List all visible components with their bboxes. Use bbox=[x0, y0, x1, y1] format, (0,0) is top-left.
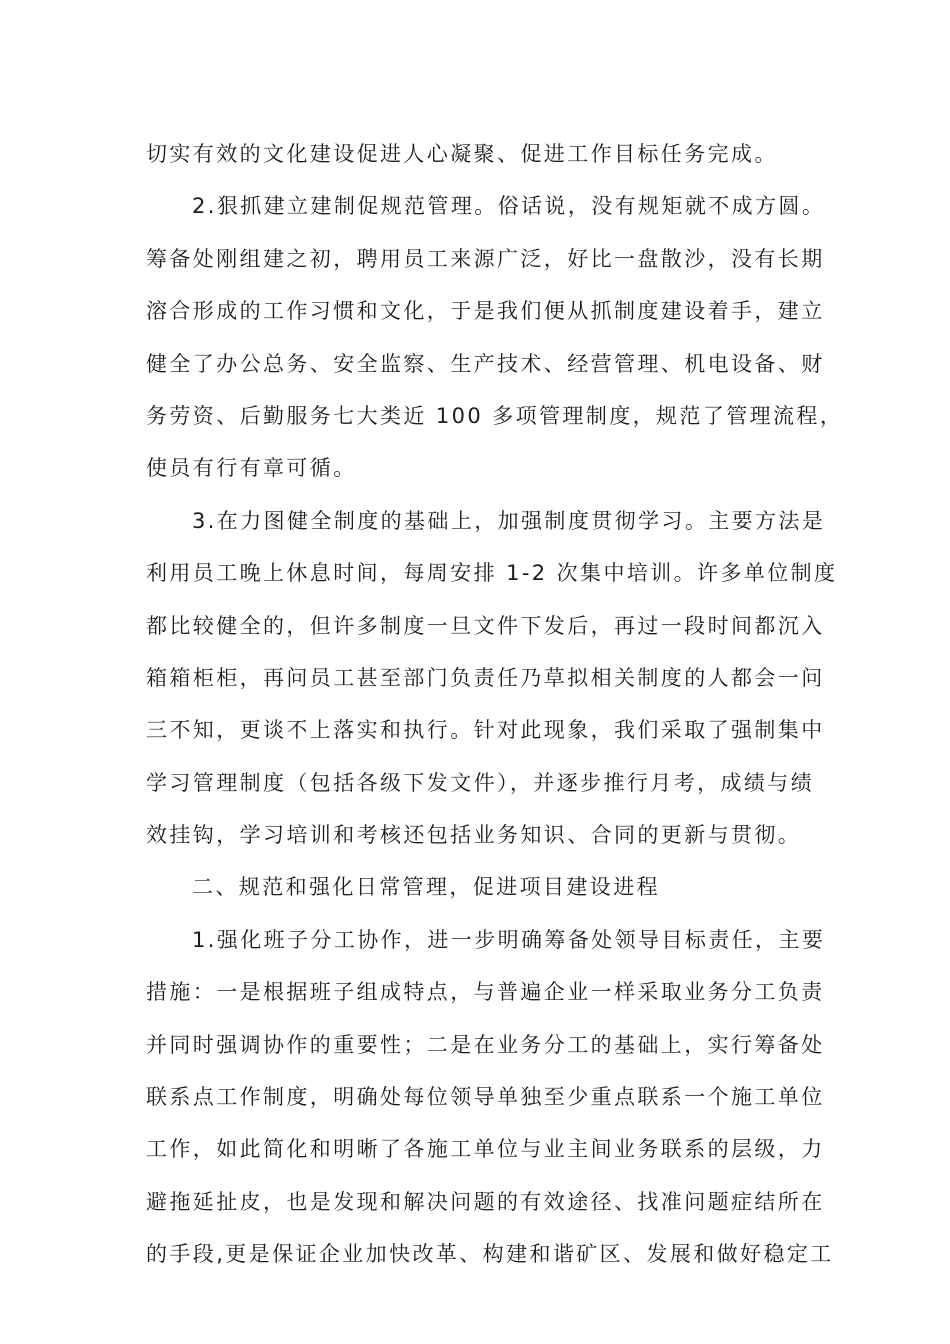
text-line: 工作，如此简化和明晰了各施工单位与业主间业务联系的层级，力 bbox=[146, 1137, 825, 1162]
text-line: 箱箱柜柜，再问员工甚至部门负责任乃草拟相关制度的人都会一问 bbox=[146, 665, 825, 690]
body-text bbox=[146, 128, 844, 1281]
text-line: 健全了办公总务、安全监察、生产技术、经营管理、机电设备、财 bbox=[146, 351, 825, 376]
text-line: 溶合形成的工作习惯和文化，于是我们便从抓制度建设着手，建立 bbox=[146, 299, 825, 324]
paragraph-heading-line: 2.狠抓建立建制促规范管理。俗话说，没有规矩就不成方圆。 bbox=[192, 194, 826, 219]
section-heading: 二、规范和强化日常管理，促进项目建设进程 bbox=[192, 875, 660, 900]
text-line: 都比较健全的，但许多制度一旦文件下发后，再过一段时间都沉入 bbox=[146, 613, 825, 638]
paragraph-heading-line: 1.强化班子分工协作，进一步明确筹备处领导目标责任，主要 bbox=[192, 927, 826, 952]
text-line: 措施：一是根据班子组成特点，与普遍企业一样采取业务分工负责 bbox=[146, 980, 825, 1005]
paragraph-heading-line: 3.在力图健全制度的基础上，加强制度贯彻学习。主要方法是 bbox=[192, 508, 826, 533]
text-line: 三不知，更谈不上落实和执行。针对此现象，我们采取了强制集中 bbox=[146, 718, 825, 743]
text-line: 使员有行有章可循。 bbox=[146, 456, 357, 481]
text-line: 的手段,更是保证企业加快改革、构建和谐矿区、发展和做好稳定工 bbox=[146, 1242, 834, 1267]
text-line: 务劳资、后勤服务七大类近 100 多项管理制度，规范了管理流程， bbox=[146, 403, 844, 428]
text-line: 并同时强调协作的重要性；二是在业务分工的基础上，实行筹备处 bbox=[146, 1032, 825, 1057]
text-line: 联系点工作制度，明确处每位领导单独至少重点联系一个施工单位 bbox=[146, 1085, 825, 1110]
text-line: 效挂钩，学习培训和考核还包括业务知识、合同的更新与贯彻。 bbox=[146, 823, 802, 848]
text-line: 避拖延扯皮，也是发现和解决问题的有效途径、找准问题症结所在 bbox=[146, 1189, 825, 1214]
text-line: 筹备处刚组建之初，聘用员工来源广泛，好比一盘散沙，没有长期 bbox=[146, 246, 825, 271]
text-line: 利用员工晚上休息时间，每周安排 1-2 次集中培训。许多单位制度 bbox=[146, 561, 838, 586]
text-line: 学习管理制度（包括各级下发文件），并逐步推行月考，成绩与绩 bbox=[146, 770, 815, 795]
text-line: 切实有效的文化建设促进人心凝聚、促进工作目标任务完成。 bbox=[146, 142, 778, 166]
